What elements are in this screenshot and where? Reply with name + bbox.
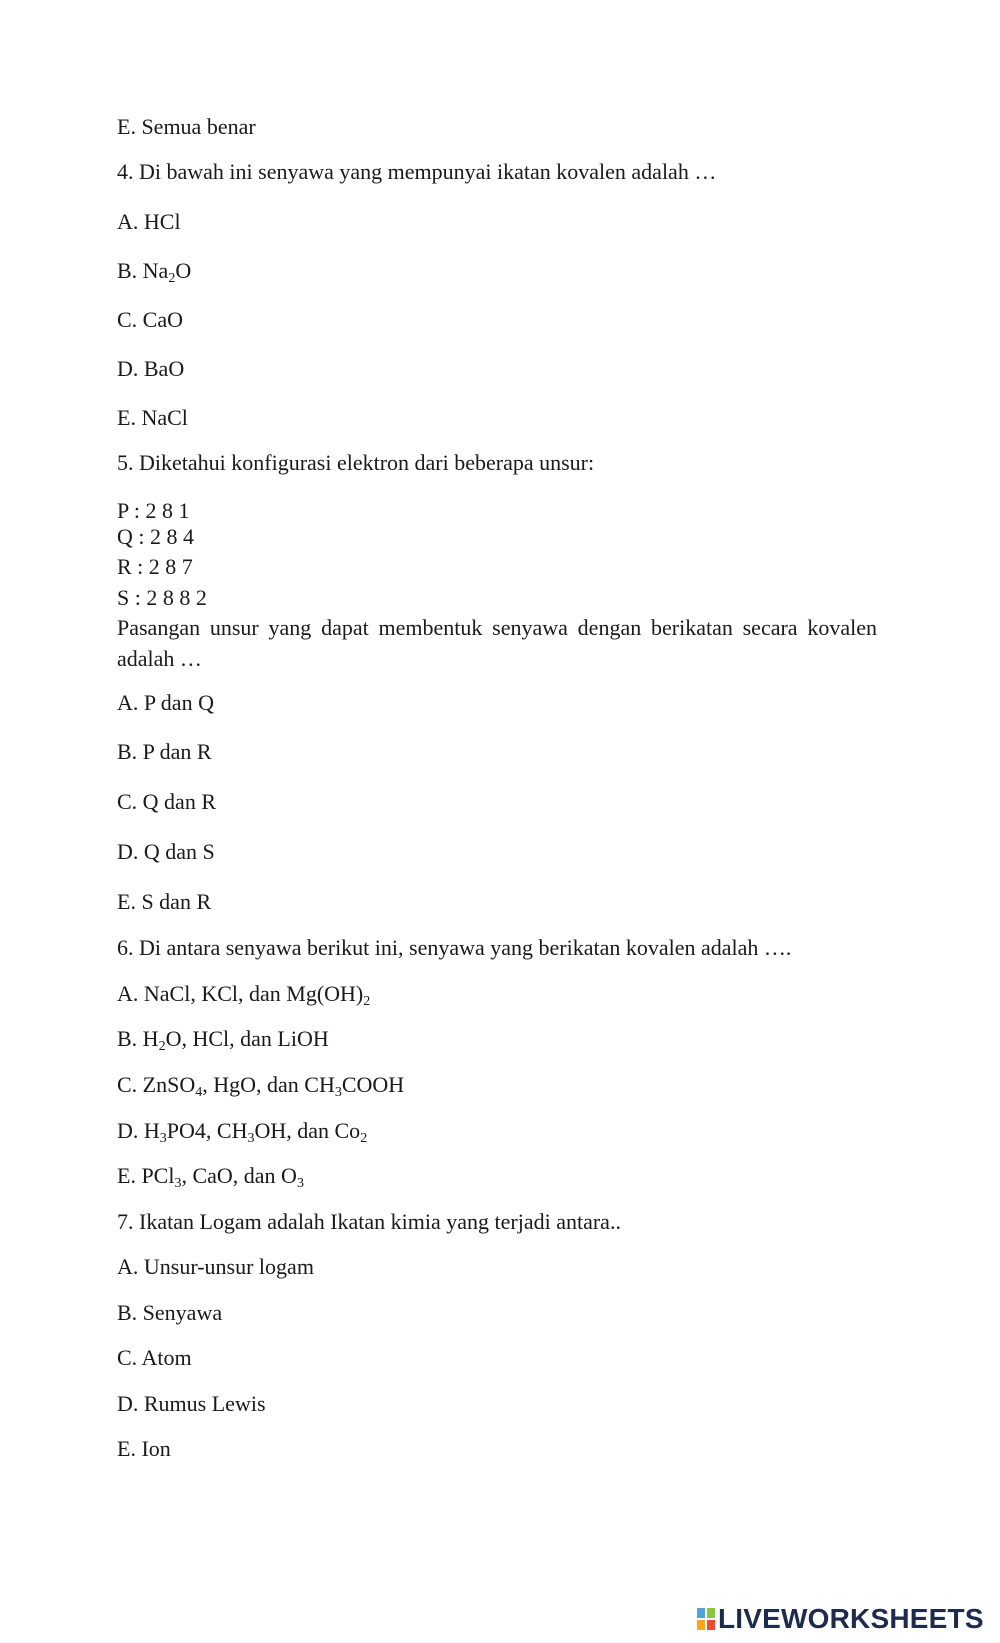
q6-option-e-text: , CaO, dan O xyxy=(181,1163,297,1188)
q6-option-e xyxy=(117,1162,304,1190)
subscript: 3 xyxy=(247,1131,255,1146)
liveworksheets-logo xyxy=(697,1603,984,1635)
q5-option-a: A. P dan Q xyxy=(117,690,214,715)
q5-config-r: R : 2 8 7 xyxy=(117,554,193,579)
q6-option-c-text: C. ZnSO xyxy=(117,1072,196,1097)
q5-config-s: S : 2 8 8 2 xyxy=(117,585,207,610)
q5-config-q: Q : 2 8 4 xyxy=(117,524,194,549)
q3-option-e: E. Semua benar xyxy=(117,114,256,139)
q7-option-d: D. Rumus Lewis xyxy=(117,1391,266,1416)
q6-option-d-text: OH, dan Co xyxy=(254,1118,361,1143)
subscript: 2 xyxy=(360,1131,368,1146)
q6-option-d-text: PO4, CH xyxy=(166,1118,248,1143)
subscript: 2 xyxy=(363,994,371,1009)
subscript: 2 xyxy=(168,271,176,286)
q4-option-b-text: O xyxy=(175,258,192,283)
q5-option-d: D. Q dan S xyxy=(117,839,215,864)
q7-question: 7. Ikatan Logam adalah Ikatan kimia yang terjadi antara.. xyxy=(117,1209,621,1234)
q6-option-d xyxy=(117,1117,367,1145)
q4-question: 4. Di bawah ini senyawa yang mempunyai ikatan kovalen adalah … xyxy=(117,159,717,184)
q5-question: 5. Diketahui konfigurasi elektron dari beberapa unsur: xyxy=(117,450,595,475)
q6-option-d-text: D. H xyxy=(117,1118,160,1143)
liveworksheets-logo-icon xyxy=(697,1608,715,1630)
logo-block xyxy=(707,1620,715,1630)
q6-option-c xyxy=(117,1071,404,1099)
logo-block xyxy=(697,1620,705,1630)
q6-option-c-text: COOH xyxy=(341,1072,405,1097)
q6-option-b-text: O, HCl, dan LiOH xyxy=(165,1026,329,1051)
subscript: 3 xyxy=(159,1131,167,1146)
subscript: 3 xyxy=(334,1085,342,1100)
q6-option-a-text: A. NaCl, KCl, dan Mg(OH) xyxy=(117,981,364,1006)
q6-option-b-text: B. H xyxy=(117,1026,159,1051)
q6-option-a xyxy=(117,980,370,1008)
subscript: 3 xyxy=(296,1176,304,1191)
subscript: 4 xyxy=(195,1085,203,1100)
q7-option-a: A. Unsur-unsur logam xyxy=(117,1254,314,1279)
q4-option-e: E. NaCl xyxy=(117,405,188,430)
q6-option-e-text: E. PCl xyxy=(117,1163,175,1188)
q5-option-e: E. S dan R xyxy=(117,889,212,914)
q6-question: 6. Di antara senyawa berikut ini, senyawa yang berikatan kovalen adalah …. xyxy=(117,935,792,960)
q7-option-e: E. Ion xyxy=(117,1436,171,1461)
logo-block xyxy=(697,1608,705,1618)
q5-prompt: Pasangan unsur yang dapat membentuk senyawa dengan berikatan secara kovalen adalah … xyxy=(117,615,877,671)
q4-option-b-text: B. Na xyxy=(117,258,169,283)
subscript: 2 xyxy=(158,1039,166,1054)
liveworksheets-logo-text: LIVEWORKSHEETS xyxy=(718,1603,984,1634)
q5-option-b: B. P dan R xyxy=(117,739,212,764)
q6-option-c-text: , HgO, dan CH xyxy=(202,1072,335,1097)
q4-option-b xyxy=(117,257,191,285)
subscript: 3 xyxy=(174,1176,182,1191)
q5-config-p: P : 2 8 1 xyxy=(117,498,190,523)
q6-option-b xyxy=(117,1025,329,1053)
q4-option-c: C. CaO xyxy=(117,307,183,332)
q5-option-c: C. Q dan R xyxy=(117,789,216,814)
q7-option-c: C. Atom xyxy=(117,1345,192,1370)
q4-option-a: A. HCl xyxy=(117,209,181,234)
q7-option-b: B. Senyawa xyxy=(117,1300,223,1325)
q4-option-d: D. BaO xyxy=(117,356,185,381)
logo-block xyxy=(707,1608,715,1618)
